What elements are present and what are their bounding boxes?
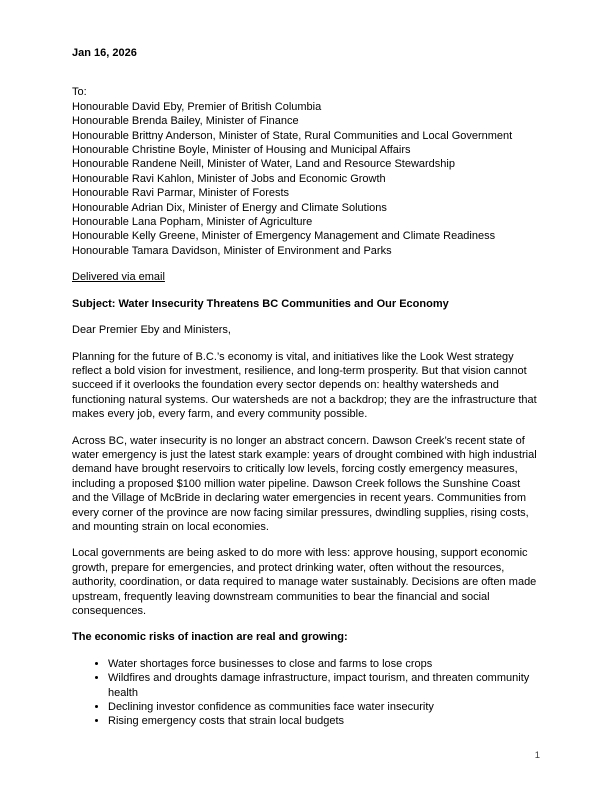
page-number: 1: [534, 750, 540, 761]
recipient-line: Honourable Brenda Bailey, Minister of Finance: [72, 115, 299, 128]
recipient-line: Honourable Christine Boyle, Minister of Housing and Municipal Affairs: [72, 144, 411, 157]
delivery-note: Delivered via email: [72, 271, 165, 284]
letter-date: Jan 16, 2026: [72, 47, 137, 59]
list-item: • Water shortages force businesses to close and farms to lose crops: [108, 657, 540, 671]
subject-line: Subject: Water Insecurity Threatens BC Communities and Our Economy: [72, 297, 449, 310]
recipient-line: Honourable Adrian Dix, Minister of Energy and Climate Solutions: [72, 201, 387, 214]
risk-list: [72, 657, 540, 729]
recipient-list: [72, 85, 540, 258]
recipient-line: Honourable Randene Neill, Minister of Water, Land and Resource Stewardship: [72, 158, 455, 171]
recipient-line: Honourable Ravi Parmar, Minister of Forests: [72, 187, 290, 200]
list-item: • Declining investor confidence as communities face water insecurity: [108, 700, 540, 714]
recipient-line: Honourable Ravi Kahlon, Minister of Jobs and Economic Growth: [72, 172, 386, 185]
body-paragraph: Local governments are being asked to do more with less: approve housing, support economic growth, prepare for emergencies, and protect drinking water, often without the resources, authority, coordination, or data required to manage water sustainably. Decisions are often made upstream, frequently leaving downstream communities to bear the financial and social consequences.: [72, 547, 537, 617]
recipient-line: Honourable Tamara Davidson, Minister of Environment and Parks: [72, 244, 392, 257]
recipient-line: Honourable Brittny Anderson, Minister of State, Rural Communities and Local Government: [72, 129, 513, 142]
recipient-line: Honourable Lana Popham, Minister of Agriculture: [72, 216, 313, 229]
list-item: • Wildfires and droughts damage infrastructure, impact tourism, and threaten community health: [108, 671, 540, 700]
body-paragraph: Planning for the future of B.C.’s economy is vital, and initiatives like the Look West strategy reflect a bold vision for investment, resilience, and long-term prosperity. But that vision cannot succeed if it overlooks the foundation every sector depends on: healthy watersheds and functioning natural systems. Our watersheds are not a backdrop; they are the infrastructure that makes every job, every farm, and every community possible.: [72, 350, 537, 421]
risks-heading: The economic risks of inaction are real and growing:: [72, 631, 348, 644]
recipient-line: Honourable Kelly Greene, Minister of Emergency Management and Climate Readiness: [72, 230, 496, 243]
list-item: • Rising emergency costs that strain local budgets: [108, 714, 540, 728]
recipient-line: Honourable David Eby, Premier of British Columbia: [72, 100, 322, 113]
to-label: To:: [72, 86, 87, 99]
salutation: Dear Premier Eby and Ministers,: [72, 324, 231, 337]
body-paragraph: Across BC, water insecurity is no longer an abstract concern. Dawson Creek’s recent state of water emergency is just the latest stark example: years of drought combined with high industrial demand have brought reservoirs to critically low levels, forcing costly emergency measures, including a proposed $100 million water pipeline. Dawson Creek follows the Sunshine Coast and the Village of McBride in declaring water emergencies in recent years. Communities from every corner of the province are now facing similar pressures, dwindling supplies, rising costs, and mounting strain on local economies.: [72, 434, 537, 533]
